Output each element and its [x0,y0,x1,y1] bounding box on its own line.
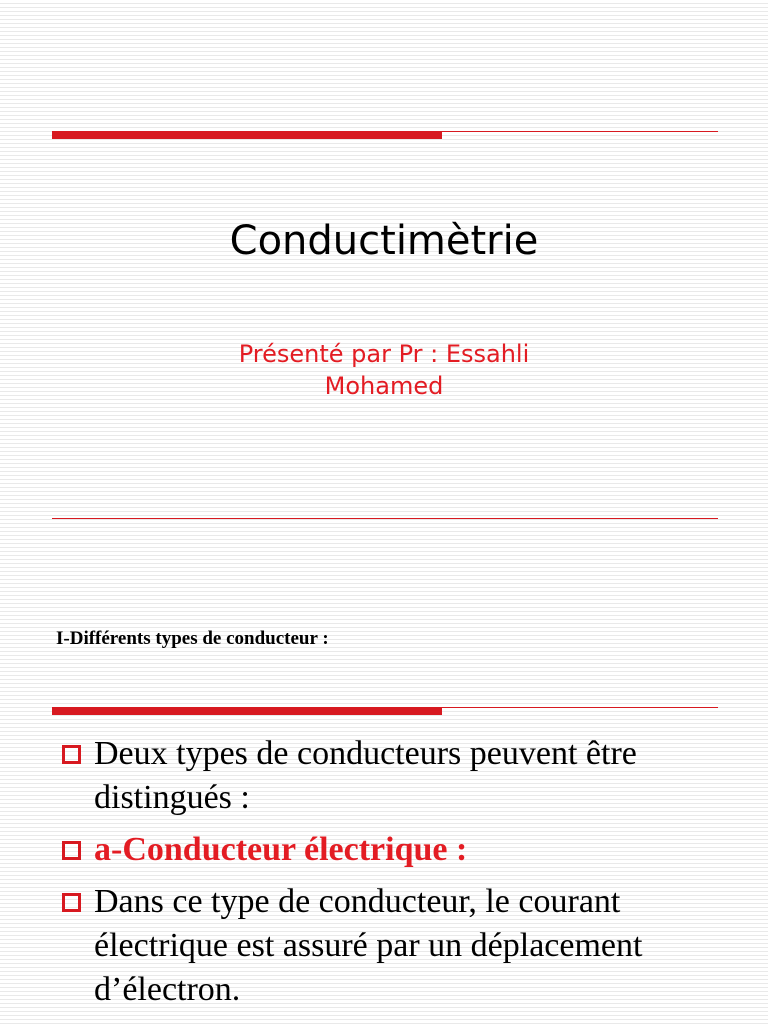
hollow-square-icon [62,893,81,912]
footer-rule [52,518,718,519]
header-rule-thin [52,707,718,708]
header-rule-thick [52,132,442,139]
header-rule-thin [52,131,718,132]
presenter-line-1: Présenté par Pr : Essahli [238,340,530,368]
list-item [62,828,742,872]
section-heading: I-Différents types de conducteur : [56,628,329,649]
presenter-line-2: Mohamed [324,372,444,400]
list-item [62,880,742,1012]
page-title: Conductimètrie [229,218,539,264]
bullet-text: Deux types de conducteurs peuvent être distingués : [94,735,637,816]
hollow-square-icon [62,841,81,860]
bullet-list [62,732,742,1020]
header-rule-thick [52,708,442,715]
hollow-square-icon [62,745,81,764]
bullet-text: a-Conducteur électrique : [94,831,468,868]
slide-content [0,560,768,1024]
list-item [62,732,742,820]
presenter-subtitle [0,338,768,402]
bullet-text: Dans ce type de conducteur, le courant électrique est assuré par un déplacement d’électron. [94,883,643,1008]
